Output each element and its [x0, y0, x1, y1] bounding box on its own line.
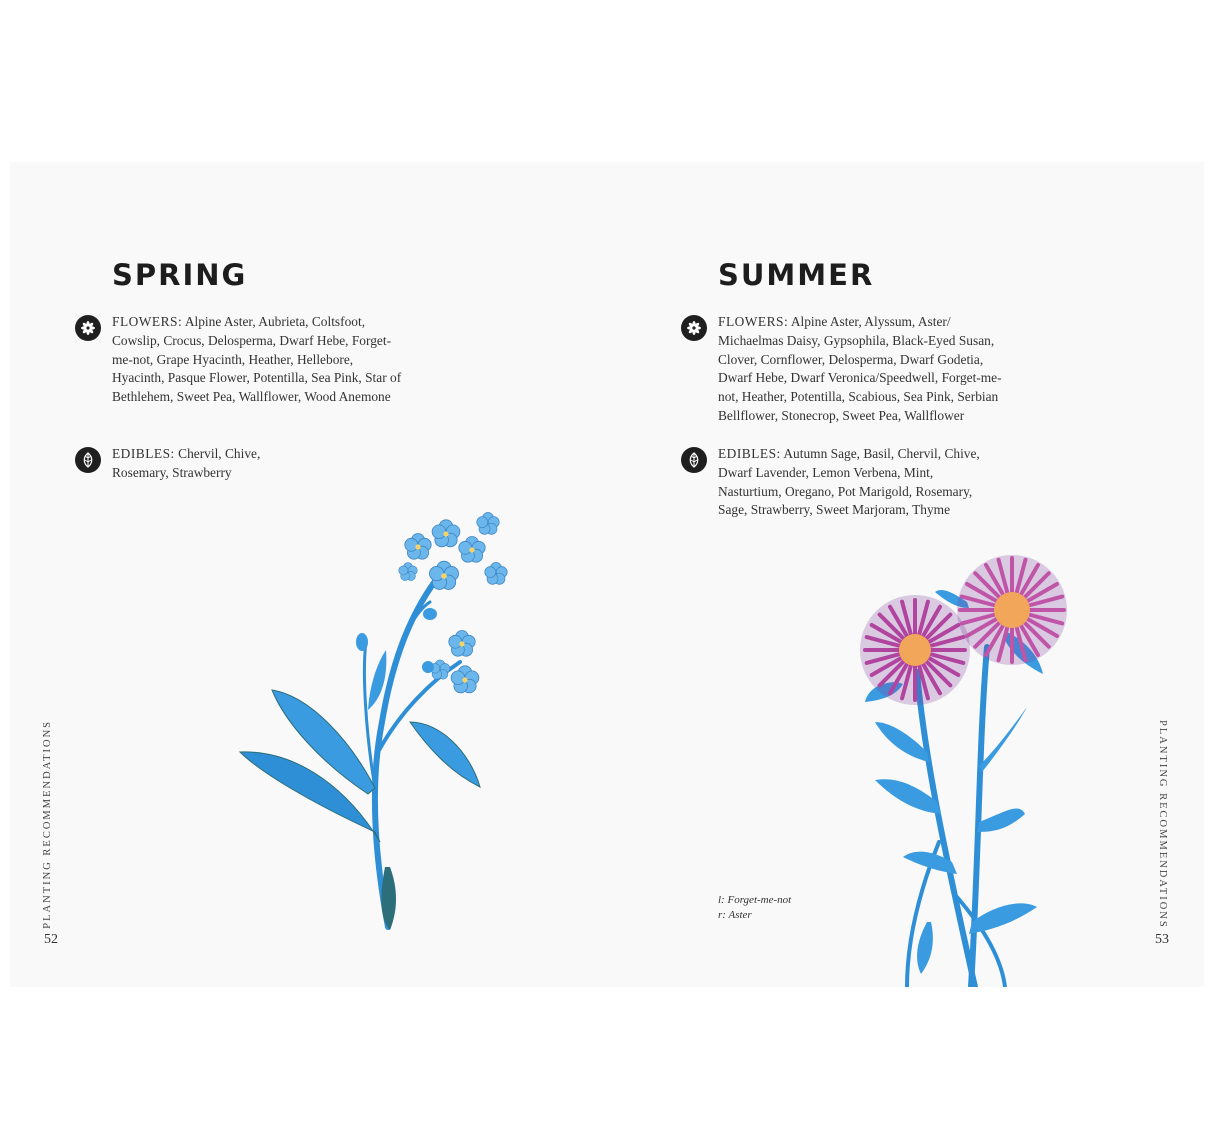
left-page [10, 162, 607, 987]
book-spread [10, 162, 1204, 987]
flowers-text: Alpine Aster, Alyssum, Aster/ Michaelmas Daisy, Gypsophila, Black-Eyed Susan, Clover, Cornflower, Delosperma, Dwarf Godetia, Dwarf Hebe, Dwarf Veronica/Speedwell, Forget-me-not, Heather, Potentilla, Scabious, Sea Pink, Serbian Bellflower, Stonecrop, Sweet Pea, Wallflower [718, 314, 1002, 423]
edibles-label: EDIBLES: [112, 446, 175, 461]
page-title: SUMMER [718, 258, 875, 292]
caption-right: r: Aster [718, 909, 752, 921]
leaf [977, 809, 1025, 832]
running-head: PLANTING RECOMMENDATIONS [42, 720, 53, 929]
caption-left: l: Forget-me-not [718, 894, 792, 906]
right-page [607, 162, 1204, 987]
forget-me-not-illustration [10, 162, 607, 987]
running-head: PLANTING RECOMMENDATIONS [1157, 720, 1168, 929]
flowers-label: FLOWERS: [718, 314, 789, 329]
page-number: 53 [1155, 932, 1169, 947]
edibles-text: Chervil, Chive, Rosemary, Strawberry [112, 446, 261, 480]
flowers-label: FLOWERS: [112, 314, 183, 329]
figure-caption [718, 893, 791, 923]
aster-illustration [607, 162, 1204, 987]
page-number: 52 [44, 932, 58, 947]
flowers-text: Alpine Aster, Aubrieta, Coltsfoot, Cowslip, Crocus, Delosperma, Dwarf Hebe, Forget-me-not, Grape Hyacinth, Heather, Hellebore, Hyacinth, Pasque Flower, Potentilla, Sea Pink, Star of Bethlehem, Sweet Pea, Wallflower, Wood Anemone [112, 314, 402, 405]
leaf [969, 903, 1037, 934]
edibles-label: EDIBLES: [718, 446, 781, 461]
leaf [917, 922, 933, 974]
leaf [410, 722, 480, 787]
leaf [979, 707, 1027, 772]
leaf [381, 867, 396, 930]
page-title: SPRING [112, 258, 248, 292]
edibles-text: Autumn Sage, Basil, Chervil, Chive, Dwarf Lavender, Lemon Verbena, Mint, Nasturtium, Oregano, Pot Marigold, Rosemary, Sage, Strawberry, Sweet Marjoram, Thyme [718, 446, 980, 518]
